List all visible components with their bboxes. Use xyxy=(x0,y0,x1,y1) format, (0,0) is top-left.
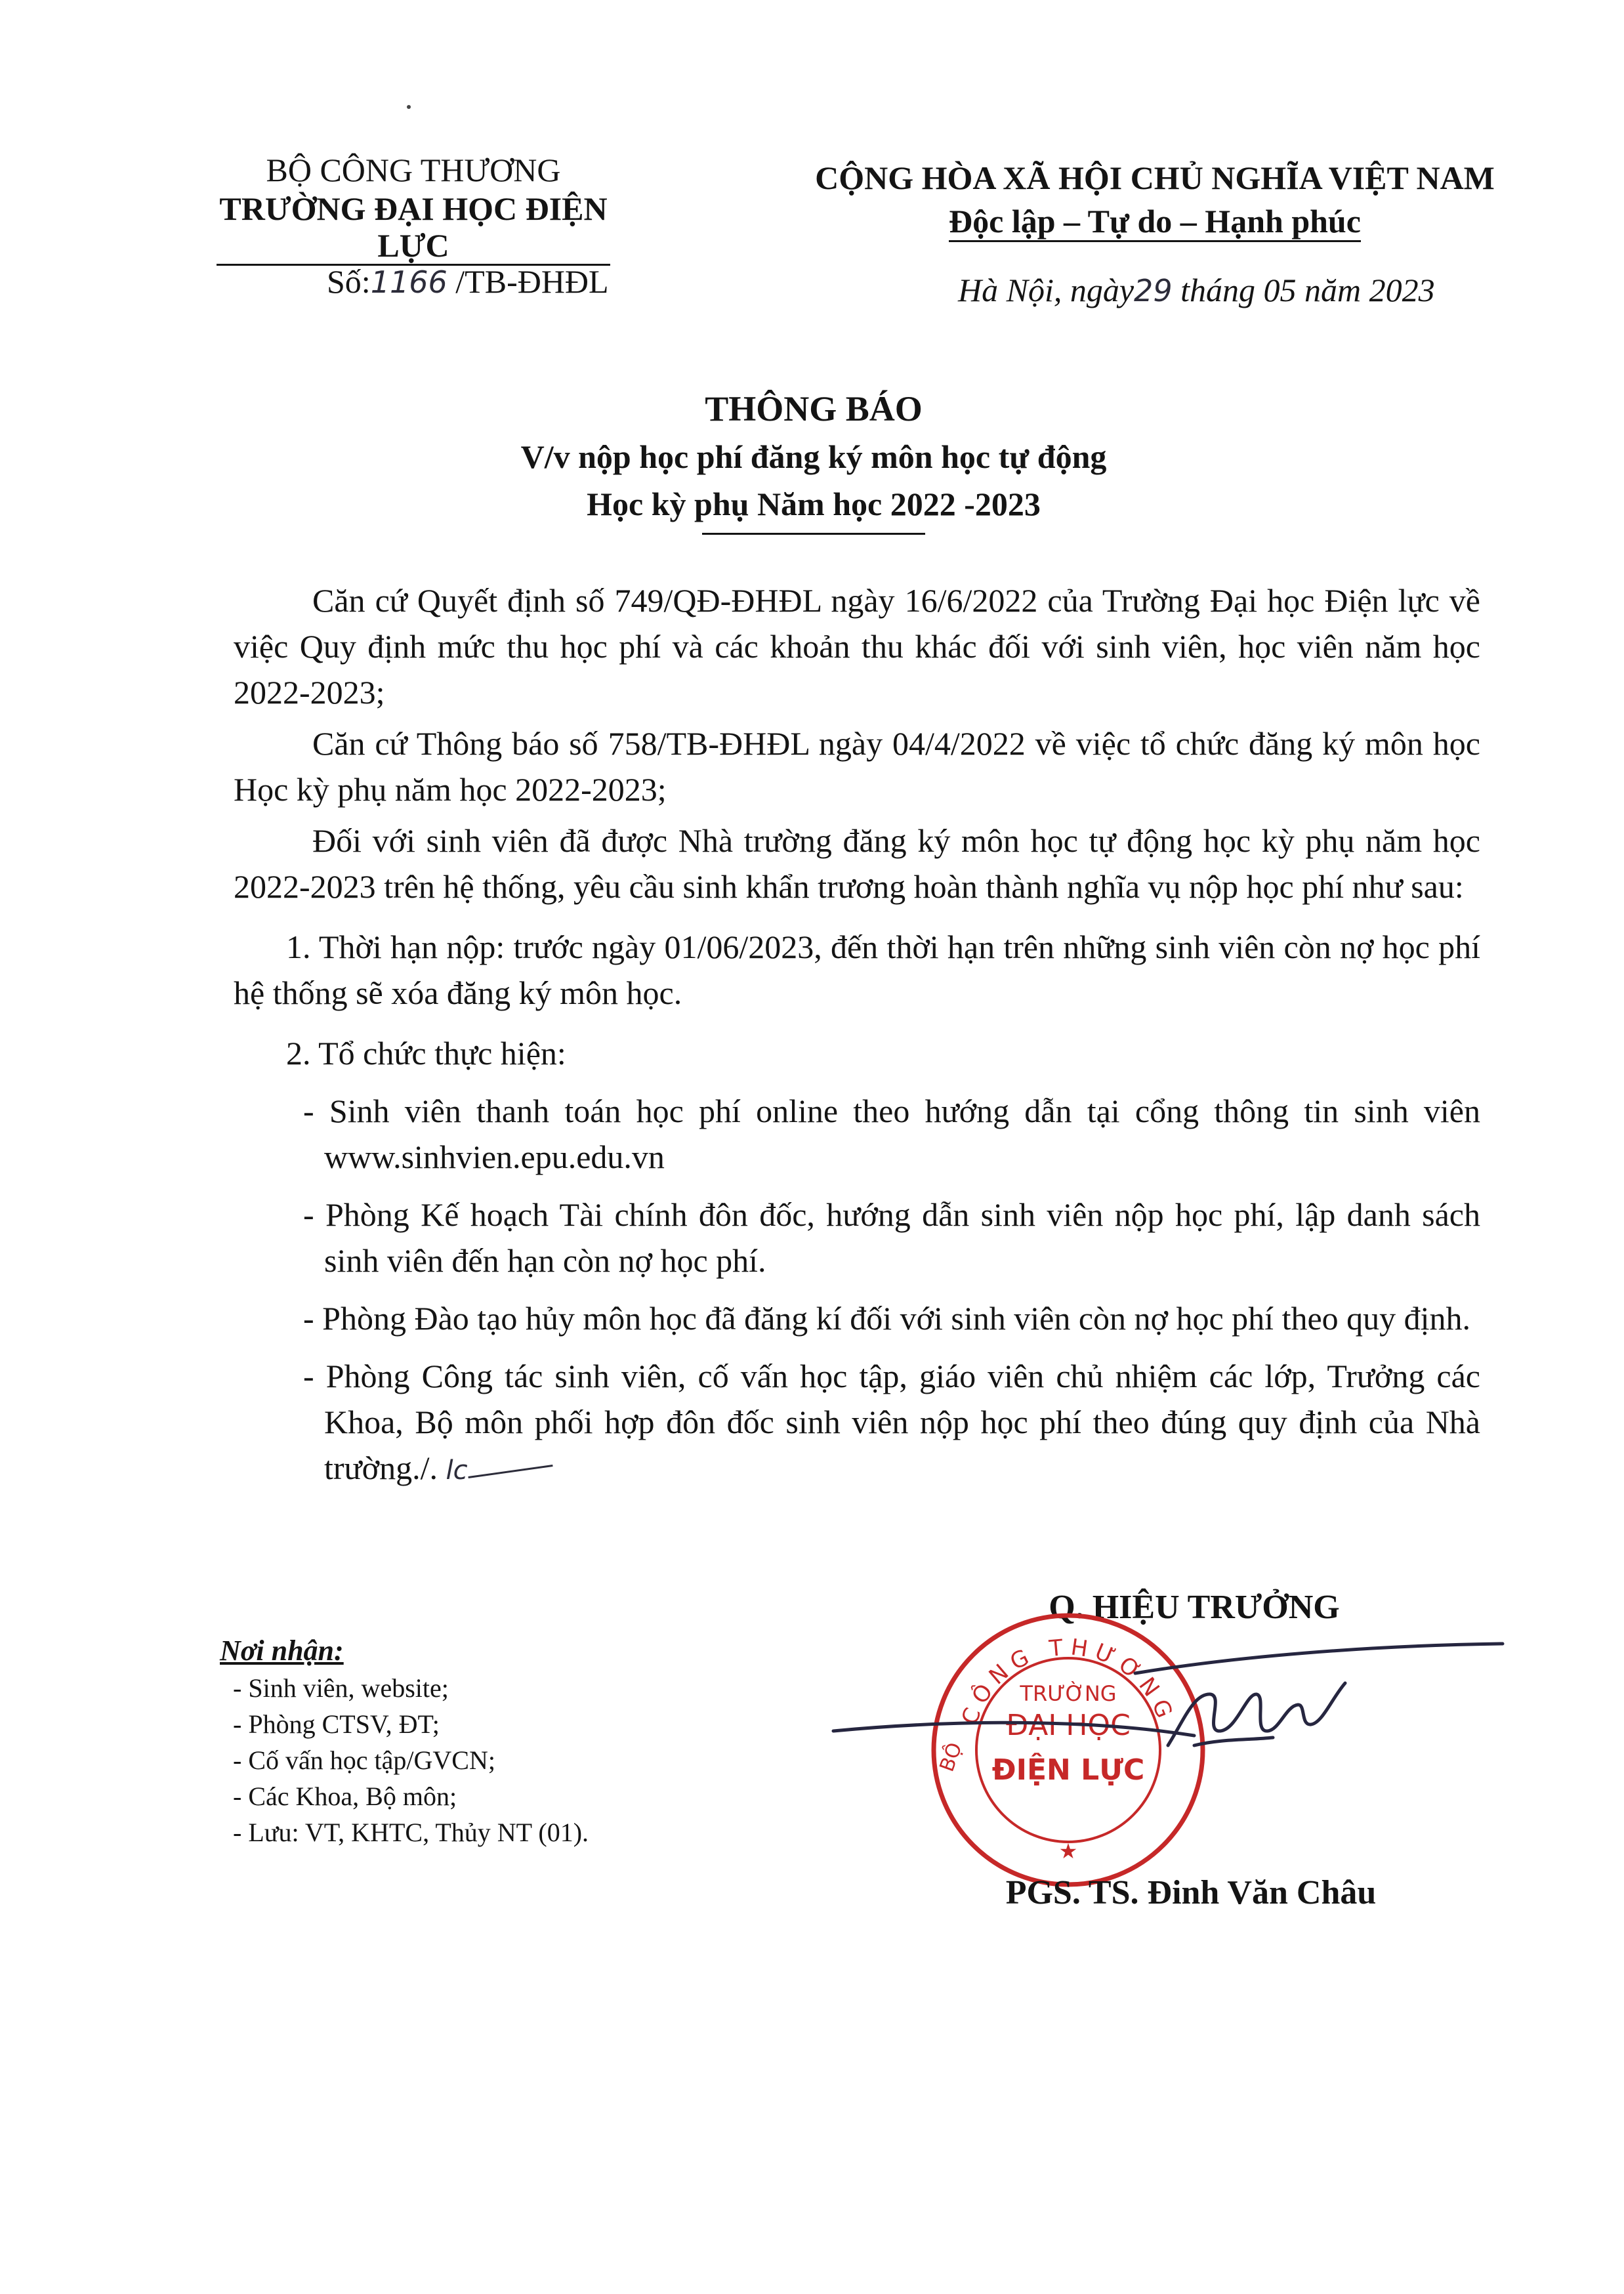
item-implementation: 2. Tổ chức thực hiện: xyxy=(286,1035,566,1072)
date-prefix: Hà Nội, ngày xyxy=(958,272,1135,308)
paragraph-basis-2: Căn cứ Thông báo số 758/TB-ĐHĐL ngày 04/4/2022 về việc tổ chức đăng ký môn học Học kỳ phụ năm học 2022-2023; xyxy=(234,725,1480,808)
motto: Độc lập – Tự do – Hạnh phúc xyxy=(949,202,1361,242)
doc-no-handwritten: 1166 xyxy=(370,264,448,300)
country-name: CỘNG HÒA XÃ HỘI CHỦ NGHĨA VIỆT NAM xyxy=(815,159,1495,196)
initials-stroke xyxy=(468,1465,552,1478)
notice-title: THÔNG BÁO xyxy=(705,389,923,428)
doc-no-prefix: Số: xyxy=(327,263,371,300)
seal-ring-text: CÔNG THƯƠNG xyxy=(956,1634,1180,1728)
handwritten-signature xyxy=(827,1621,1509,1791)
document-number xyxy=(327,262,609,301)
task-finance-office: - Phòng Kế hoạch Tài chính đôn đốc, hướng dẫn sinh viên nộp học phí, lập danh sách sinh viên đến hạn còn nợ học phí. xyxy=(303,1196,1480,1279)
seal-line-3: ĐIỆN LỰC xyxy=(991,1753,1145,1787)
seal-star-icon: ★ xyxy=(1058,1839,1078,1863)
notice-subject-line1: V/v nộp học phí đăng ký môn học tự động xyxy=(520,438,1107,475)
issue-date xyxy=(958,271,1435,309)
issuing-agency xyxy=(217,150,610,266)
recipients-title: Nơi nhận: xyxy=(220,1635,344,1667)
doc-no-suffix: /TB-ĐHĐL xyxy=(447,263,609,300)
recipient-item: - Phòng CTSV, ĐT; xyxy=(233,1706,589,1742)
recipient-item: - Các Khoa, Bộ môn; xyxy=(233,1778,589,1814)
signer-name: PGS. TS. Đinh Văn Châu xyxy=(1005,1874,1377,1911)
item-deadline: 1. Thời hạn nộp: trước ngày 01/06/2023, đến thời hạn trên những sinh viên còn nợ học phí hệ thống sẽ xóa đăng ký môn học. xyxy=(234,928,1480,1011)
seal-line-1: TRƯỜNG xyxy=(1020,1681,1117,1706)
task-student-affairs-text: - Phòng Công tác sinh viên, cố vấn học tập, giáo viên chủ nhiệm các lớp, Trưởng các Khoa, Bộ môn phối hợp đôn đốc sinh viên nộp học phí theo đúng quy định của Nhà trường./. xyxy=(303,1358,1480,1486)
paragraph-basis-1: Căn cứ Quyết định số 749/QĐ-ĐHĐL ngày 16/6/2022 của Trường Đại học Điện lực về việc Quy định mức thu học phí và các khoản thu khác đối với sinh viên, học viên năm học 2022-2023; xyxy=(234,582,1480,711)
signer-position: Q. HIỆU TRƯỞNG xyxy=(1049,1589,1340,1626)
paragraph-request: Đối với sinh viên đã được Nhà trường đăng ký môn học tự động học kỳ phụ năm học 2022-2023 trên hệ thống, yêu cầu sinh khẩn trương hoàn thành nghĩa vụ nộp học phí như sau: xyxy=(234,822,1480,905)
date-day-handwritten: 29 xyxy=(1134,273,1173,308)
task-student-affairs xyxy=(234,1353,1480,1493)
initials-mark: lc xyxy=(446,1455,468,1486)
recipient-item: - Sinh viên, website; xyxy=(233,1670,589,1706)
notice-body xyxy=(234,577,1480,1493)
recipients-list xyxy=(233,1670,589,1850)
task-training-office: - Phòng Đào tạo hủy môn học đã đăng kí đối với sinh viên còn nợ học phí theo quy định. xyxy=(303,1300,1471,1337)
scan-speck xyxy=(407,105,411,109)
national-heading xyxy=(781,156,1529,243)
notice-subject-line2: Học kỳ phụ Năm học 2022 -2023 xyxy=(587,486,1041,522)
seal-line-2: ĐẠI HỌC xyxy=(1006,1709,1131,1742)
date-suffix: tháng 05 năm 2023 xyxy=(1172,272,1435,308)
title-underline xyxy=(702,533,925,535)
recipient-item: - Lưu: VT, KHTC, Thủy NT (01). xyxy=(233,1814,589,1850)
task-online-payment: - Sinh viên thanh toán học phí online theo hướng dẫn tại cổng thông tin sinh viên www.sinhvien.epu.edu.vn xyxy=(303,1093,1480,1175)
recipient-item: - Cố vấn học tập/GVCN; xyxy=(233,1742,589,1778)
notice-title-block xyxy=(262,385,1365,535)
school-name: TRƯỜNG ĐẠI HỌC ĐIỆN LỰC xyxy=(217,190,610,266)
ministry-name: BỘ CÔNG THƯƠNG xyxy=(266,152,561,188)
seal-ring-left-text: BỘ xyxy=(935,1740,967,1775)
